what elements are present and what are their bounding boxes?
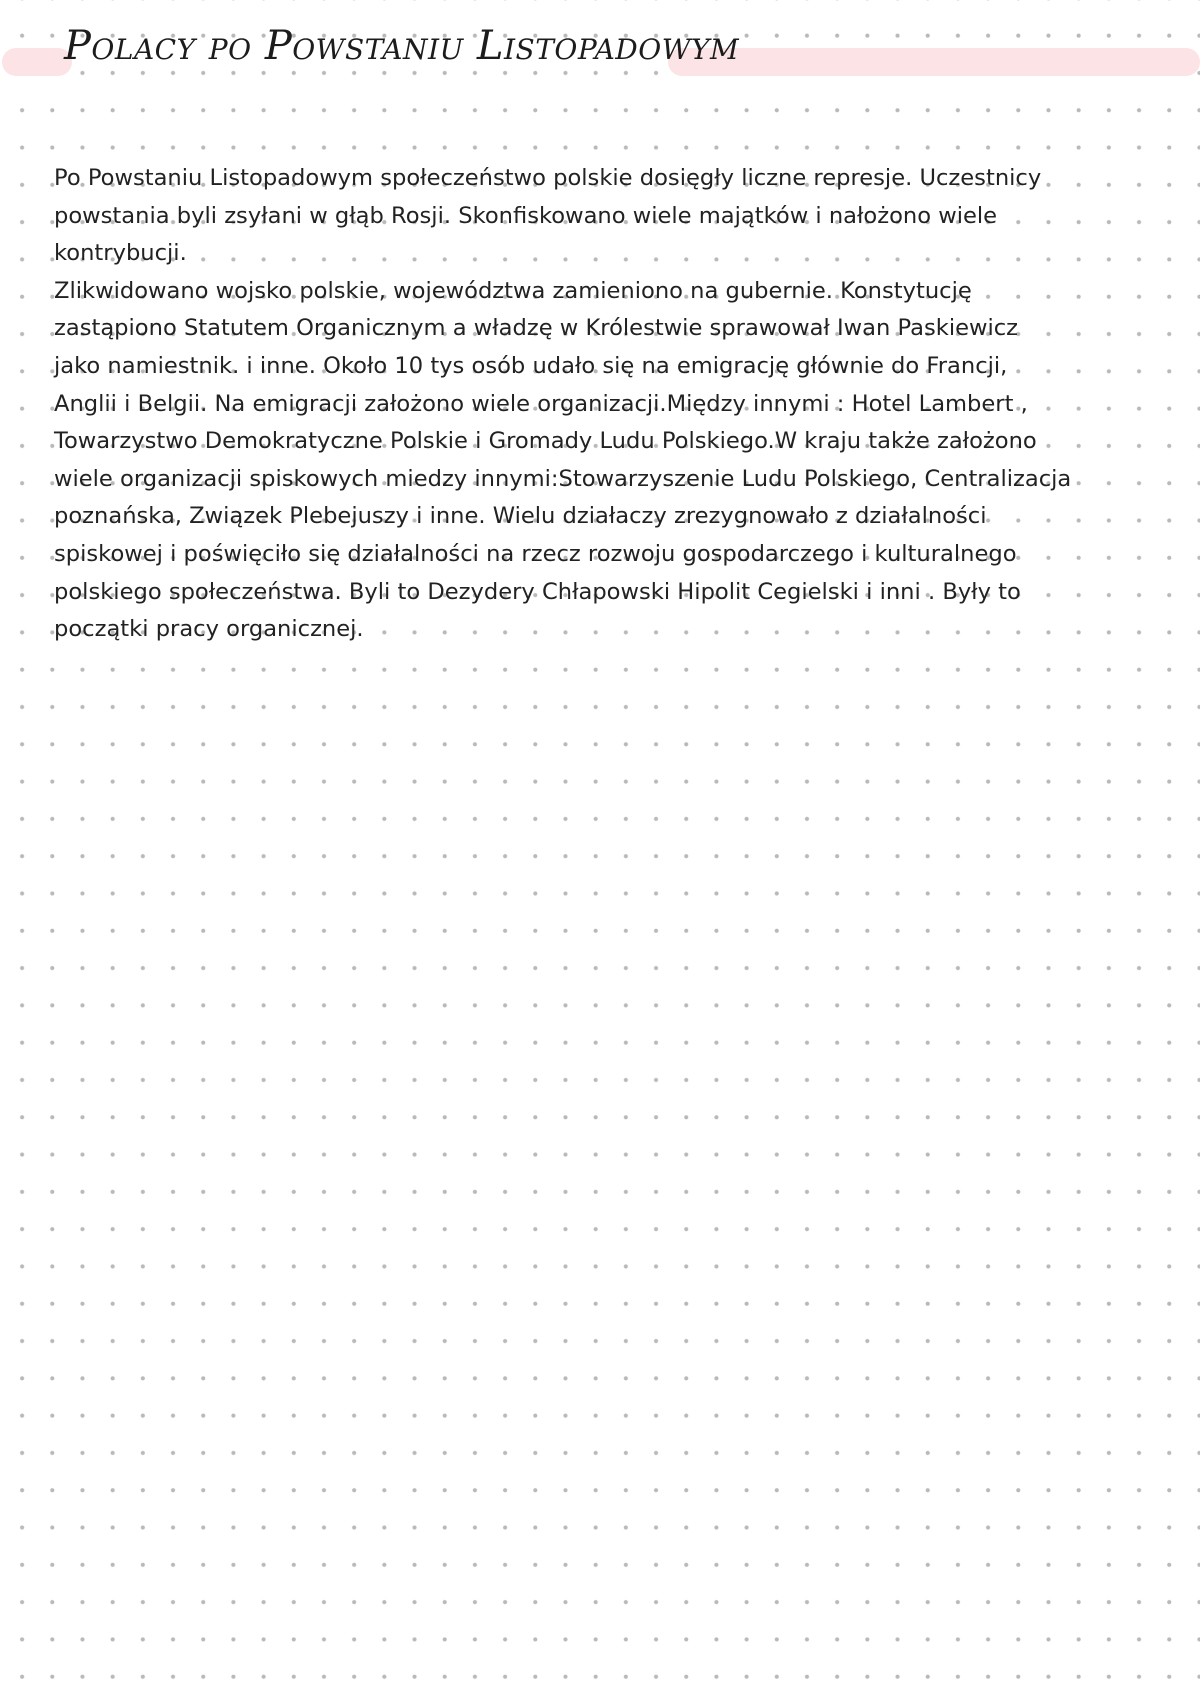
text-line: kontrybucji. — [54, 240, 187, 267]
text-line: Towarzystwo Demokratyczne Polskie i Gromady Ludu Polskiego.W kraju także założono — [54, 428, 1037, 455]
text-line: spiskowej i poświęciło się działalności na rzecz rozwoju gospodarczego i kulturalnego — [54, 540, 1017, 567]
text-line: jako namiestnik. i inne. Około 10 tys osób udało się na emigrację głównie do Francji, — [54, 352, 1008, 379]
text-line: początki pracy organicznej. — [54, 616, 364, 643]
title-highlight-left — [2, 48, 72, 76]
paragraph-2 — [54, 273, 1154, 649]
paragraph-1 — [54, 160, 1154, 273]
text-line: Po Powstaniu Listopadowym społeczeństwo polskie dosięgły liczne represje. Uczestnicy — [54, 165, 1042, 191]
text-line: Zlikwidowano wojsko polskie, województwa zamieniono na gubernie. Konstytucję — [54, 277, 972, 304]
title-highlight-right — [668, 48, 1200, 76]
note-title: Polacy po Powstaniu Listopadowym — [64, 23, 740, 69]
text-line: polskiego społeczeństwa. Byli to Dezydery Chłapowski Hipolit Cegielski i inni . Były to — [54, 578, 1021, 605]
text-line: wiele organizacji spiskowych miedzy innymi:Stowarzyszenie Ludu Polskiego, Centralizacja — [54, 465, 1072, 492]
text-line: powstania byli zsyłani w głąb Rosji. Skonfiskowano wiele majątków i nałożono wiele — [54, 202, 998, 229]
note-body — [54, 160, 1154, 649]
text-line: poznańska, Związek Plebejuszy i inne. Wielu działaczy zrezygnowało z działalności — [54, 503, 987, 530]
text-line: Anglii i Belgii. Na emigracji założono wiele organizacji.Między innymi : Hotel Lambert , — [54, 390, 1028, 417]
text-line: zastąpiono Statutem Organicznym a władzę w Królestwie sprawował Iwan Paskiewicz — [54, 315, 1019, 342]
